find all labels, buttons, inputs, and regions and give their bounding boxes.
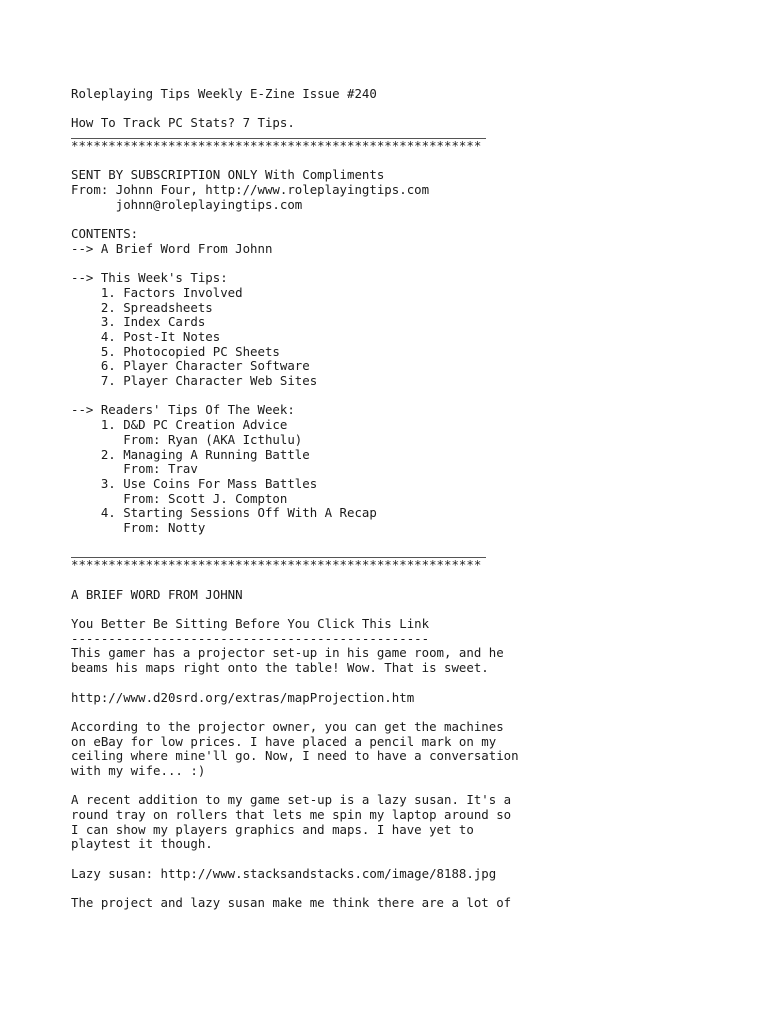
tip-item: 5. Photocopied PC Sheets [71,343,280,359]
article-title: You Better Be Sitting Before You Click This Link [71,616,430,632]
contents-item: --> This Week's Tips: [71,270,228,286]
blank-line [71,154,519,169]
blank-line [71,602,519,617]
body-line: According to the projector owner, you can get the machines [71,718,504,734]
blank-line [71,705,519,720]
reader-tip-author: From: Trav [71,461,198,477]
email-line: johnn@roleplayingtips.com [71,196,303,212]
blank-line [71,779,519,794]
tip-item: 7. Player Character Web Sites [71,373,318,389]
blank-line [71,257,519,272]
issue-title: Roleplaying Tips Weekly E-Zine Issue #240 [71,86,377,101]
article-underline: ------------------------------------------------ [71,630,430,646]
body-line: This gamer has a projector set-up in his game room, and he [71,645,504,661]
blank-line [71,676,519,691]
blank-line [71,573,519,588]
blank-line [71,102,519,117]
separator-stars: ******************************************************* [71,138,482,154]
blank-line [71,213,519,228]
blank-line [71,852,519,867]
contents-item: --> Readers' Tips Of The Week: [71,402,295,418]
reader-tip-item: 1. D&D PC Creation Advice [71,417,288,433]
reader-tip-item: 3. Use Coins For Mass Battles [71,475,318,491]
issue-subtitle: How To Track PC Stats? 7 Tips. [71,115,295,131]
body-line: ceiling where mine'll go. Now, I need to have a conversation [71,748,519,764]
blank-line [71,881,519,896]
separator-stars: ******************************************************* [71,557,482,573]
blank-line [71,389,519,404]
section-heading: A BRIEF WORD FROM JOHNN [71,586,243,602]
reader-tip-item: 2. Managing A Running Battle [71,446,310,462]
body-line: with my wife... :) [71,762,206,778]
from-line: From: Johnn Four, http://www.roleplayingtips.com [71,182,430,198]
body-line: on eBay for low prices. I have placed a pencil mark on my [71,733,497,749]
url-line[interactable]: http://www.d20srd.org/extras/mapProjection.htm [71,689,415,705]
body-line: playtest it though. [71,836,213,852]
reader-tip-item: 4. Starting Sessions Off With A Recap [71,505,377,521]
tip-item: 4. Post-It Notes [71,329,221,344]
body-line: beams his maps right onto the table! Wow. That is sweet. [71,660,489,676]
subscription-note: SENT BY SUBSCRIPTION ONLY With Compliments [71,167,385,183]
contents-item: --> A Brief Word From Johnn [71,240,273,256]
body-line: The project and lazy susan make me think there are a lot of [71,895,512,911]
document-page [71,87,519,911]
reader-tip-author: From: Notty [71,519,206,535]
tip-item: 2. Spreadsheets [71,299,213,315]
reader-tip-author: From: Scott J. Compton [71,490,288,506]
body-line: I can show my players graphics and maps. I have yet to [71,821,474,837]
blank-line [71,536,519,551]
contents-heading: CONTENTS: [71,226,139,242]
body-line: round tray on rollers that lets me spin my laptop around so [71,807,512,822]
url-line[interactable]: Lazy susan: http://www.stacksandstacks.com/image/8188.jpg [71,865,497,881]
tip-item: 1. Factors Involved [71,284,243,300]
tip-item: 3. Index Cards [71,314,206,330]
reader-tip-author: From: Ryan (AKA Icthulu) [71,431,303,447]
body-line: A recent addition to my game set-up is a lazy susan. It's a [71,792,512,808]
tip-item: 6. Player Character Software [71,358,310,374]
